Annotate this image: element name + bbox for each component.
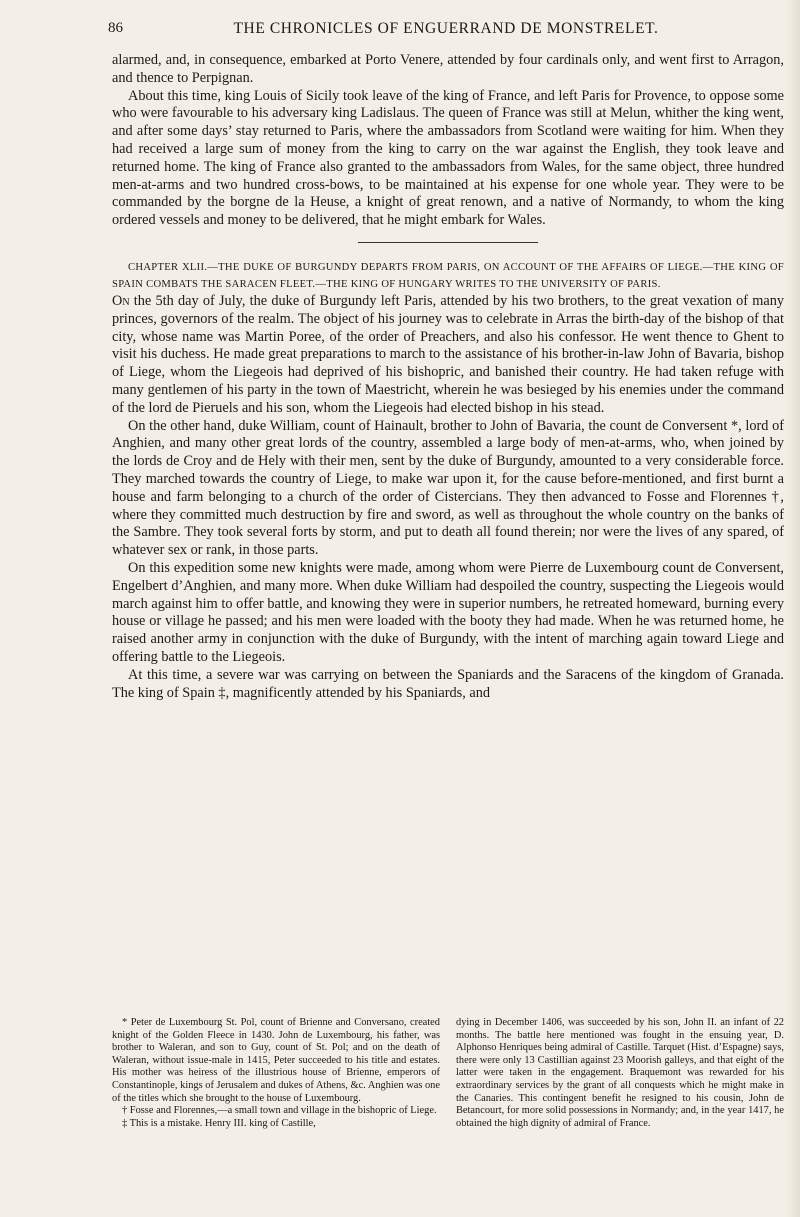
paragraph: On the other hand, duke William, count of Hainault, brother to John of Bavaria, the count de Conversent *, lord of Anghien, and many other great lords of the country, assembled a large body of men-at-arms, who, when joined by the lords de Croy and de Hely with their men, sent by the duke of Burgundy, amounted to a very considerable force. They marched towards the country of Liege, to make war upon it, for the cause before-mentioned, and first burnt a house and farm belonging to a church of the order of Cistercians. They then advanced to Fosse and Florennes †, where they committed much destruction by fire and sword, as well as throughout the whole country on the banks of the Sambre. They took several forts by storm, and put to death all found therein; nor were the lives of any spared, of whatever sex or rank, in those parts.	[112, 417, 784, 559]
paragraph: alarmed, and, in consequence, embarked at Porto Venere, attended by four cardinals only, and went first to Arragon, and thence to Perpignan.	[112, 52, 784, 86]
chapter-heading: CHAPTER XLII.—THE DUKE OF BURGUNDY DEPARTS FROM PARIS, ON ACCOUNT OF THE AFFAIRS OF LIEGE.—THE KING OF SPAIN COMBATS THE SARACEN FLEET.—THE KING OF HUNGARY WRITES TO THE UNIVERSITY OF PARIS.	[112, 261, 784, 290]
paragraph: On this expedition some new knights were made, among whom were Pierre de Luxembourg count de Conversent, Engelbert d’Anghien, and many more. When duke William had despoiled the country, suspecting the Liegeois would march against him to offer battle, and knowing they were in superior numbers, he retreated homeward, burning every house or village he passed; and his men were loaded with the booty they had made. When he was returned home, he raised another army in conjunction with the duke of Burgundy, with the intent of marching again toward Liege and offering battle to the Liegeois.	[112, 559, 784, 665]
chapter-first-word: On	[112, 292, 130, 309]
paragraph: About this time, king Louis of Sicily took leave of the king of France, and left Paris for Provence, to oppose some who were favourable to his adversary king Ladislaus. The queen of France was still at Melun, whither the king went, and after some days’ stay returned to Paris, where the ambassadors from Scotland were waiting for him. When they had received a large sum of money from the king to carry on the war against the English, they took leave and returned home. The king of France also granted to the ambassadors from Wales, for the same object, three hundred men-at-arms and two hundred cross-bows, to be maintained at his expense for one whole year. They were to be commanded by the borgne de la Heuse, a knight of great renown, and a native of Normandy, to whom the king ordered vessels and money to be delivered, that he might embark for Wales.	[112, 87, 784, 229]
footnote: ‡ This is a mistake. Henry III. king of Castille,	[122, 1117, 316, 1129]
footnote-column-left	[112, 1017, 440, 1130]
main-text	[112, 52, 784, 702]
footnote: † Fosse and Florennes,—a small town and village in the bishopric of Liege.	[122, 1105, 437, 1117]
section-divider	[358, 242, 538, 243]
chapter-first-text: the 5th day of July, the duke of Burgundy left Paris, attended by his two brothers, to the great vexation of many princes, governors of the realm. The object of his journey was to celebrate in Arras the birth-day of the bishop of that city, whose name was Martin Poree, of the order of Preachers, and also his confessor. He went thence to Ghent to visit his duchess. He made great preparations to march to the assistance of his brother-in-law John of Bavaria, bishop of Liege, whom the Liegeois had deprived of his bishopric, and banished their country. He had taken refuge with many gentlemen of his party in the town of Maestricht, wherein he was besieged by his enemies under the command of the lord de Pieruels and his son, whom the Liegeois had elected bishop in his stead.	[112, 292, 784, 416]
footnotes	[112, 1017, 784, 1130]
page-header	[108, 20, 784, 40]
page-edge-shadow	[786, 0, 800, 1217]
footnote-column-right	[456, 1017, 784, 1130]
paragraph: At this time, a severe war was carrying on between the Spaniards and the Saracens of the kingdom of Granada. The king of Spain ‡, magnificently attended by his Spaniards, and	[112, 666, 784, 701]
paragraph	[112, 293, 784, 418]
page-number: 86	[108, 20, 123, 36]
running-title: THE CHRONICLES OF ENGUERRAND DE MONSTRELET.	[233, 20, 659, 37]
footnote: * Peter de Luxembourg St. Pol, count of Brienne and Conversano, created knight of the Golden Fleece in 1430. John de Luxembourg, his father, was brother to Waleran, and son to Guy, count of St. Pol; and on the death of Waleran, without issue-male in 1415, Peter succeeded to his title and estates. His mother was heiress of the illustrious house of Brienne, emperors of Constantinople, kings of Jerusalem and dukes of Athens, &c. Anghien was one of the titles which she brought to the house of Luxembourg.	[112, 1017, 440, 1104]
footnote-continuation: dying in December 1406, was succeeded by his son, John II. an infant of 22 months. The battle here mentioned was fought in the ensuing year, D. Alphonso Henriques being admiral of Castille. Tarquet (Hist. d’Espagne) says, there were only 13 Castillian against 23 Moorish galleys, and that eight of the latter were taken in the engagement. Braquemont was rewarded for his extraordinary services by the grant of all conquests which he might make in the Canaries. This contingent benefit he resigned to his cousin, John de Betancourt, for more solid possessions in Normandy; and, in the year 1417, he obtained the high dignity of admiral of France.	[456, 1017, 784, 1129]
